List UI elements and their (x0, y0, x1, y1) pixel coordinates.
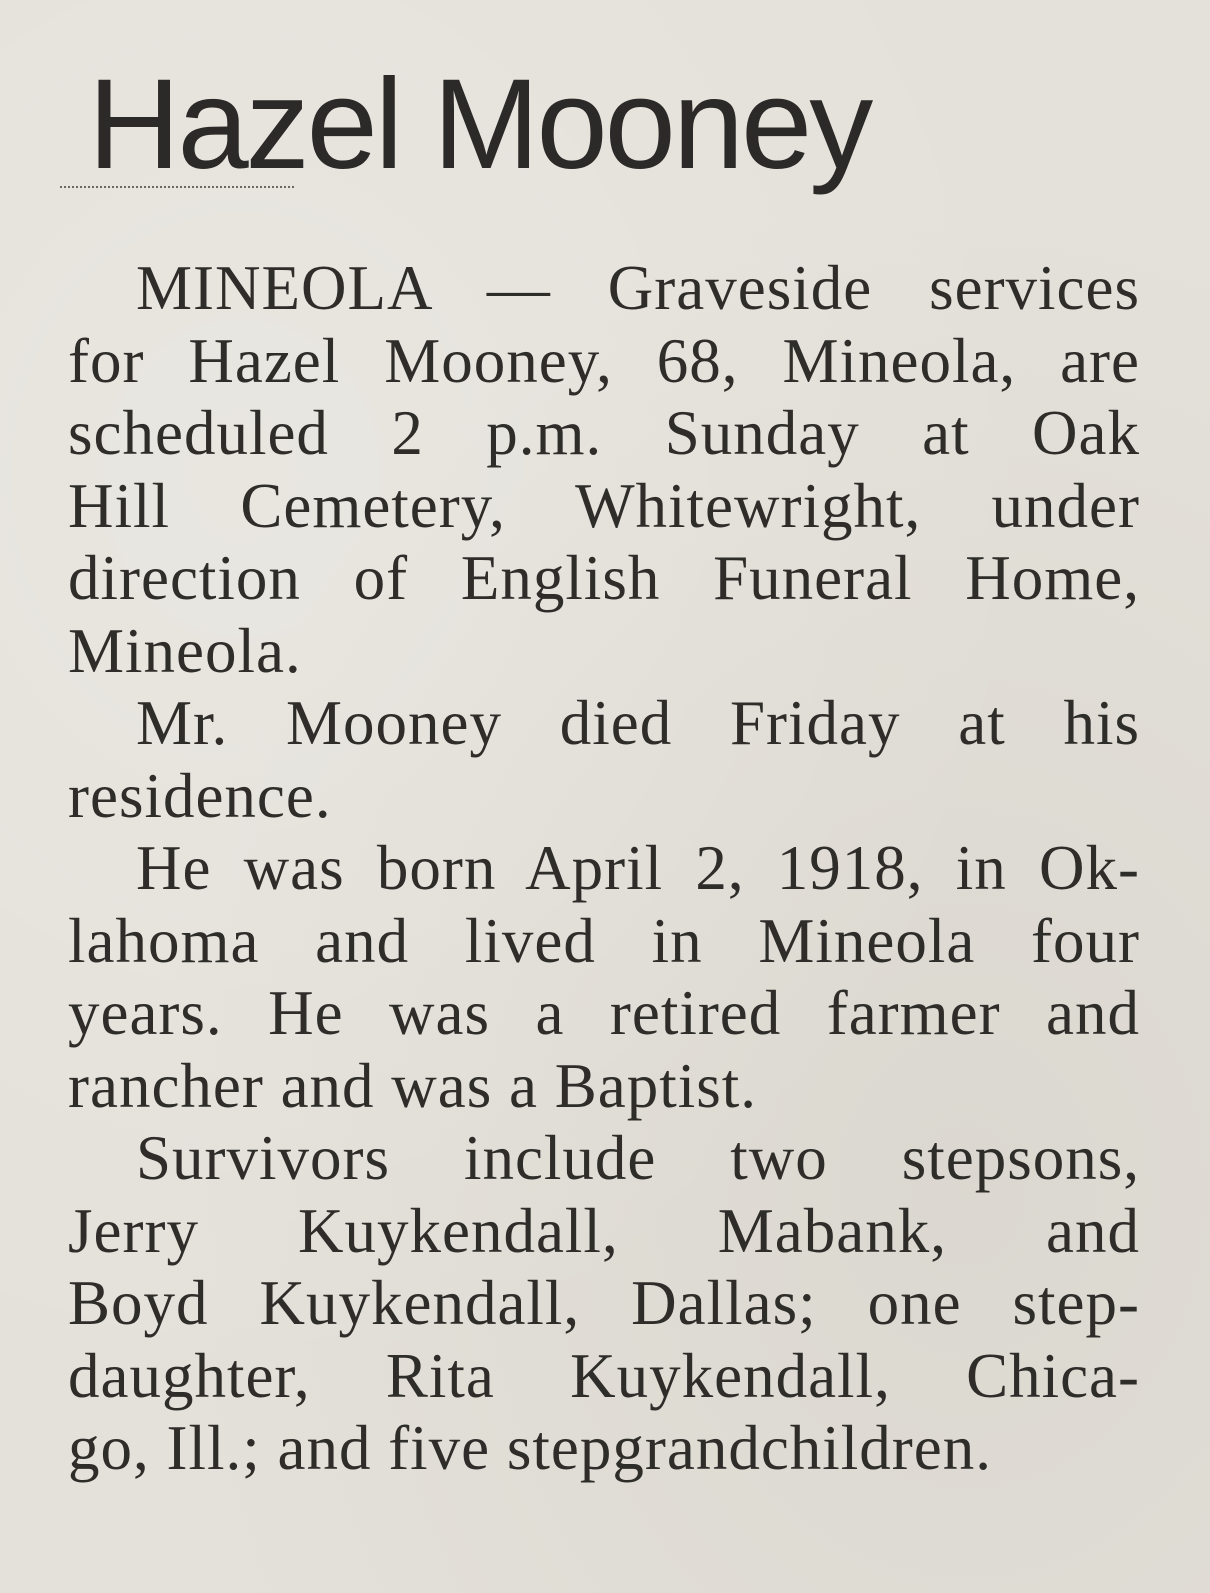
text-line: MINEOLA — Graveside services (136, 253, 1140, 323)
text-line: Survivors include two stepsons, (136, 1123, 1140, 1193)
text-line: Boyd Kuykendall, Dallas; one step- (68, 1268, 1140, 1338)
text-line: Mr. Mooney died Friday at his (136, 688, 1140, 758)
text-line: Hill Cemetery, Whitewright, under (68, 470, 1140, 541)
paragraph-death (68, 687, 1140, 832)
text-line: direction of English Funeral Home, (68, 543, 1140, 613)
text-line: scheduled 2 p.m. Sunday at Oak (68, 398, 1140, 468)
text-line: lahoma and lived in Mineola four (68, 905, 1140, 976)
text-line: rancher and was a Baptist. (68, 1050, 758, 1121)
text-line: Jerry Kuykendall, Mabank, and (68, 1195, 1140, 1266)
text-line: He was born April 2, 1918, in Ok- (136, 833, 1140, 903)
paragraph-services (68, 252, 1140, 687)
text-line: go, Ill.; and five stepgrandchildren. (68, 1413, 992, 1483)
paragraph-survivors (68, 1122, 1140, 1485)
text-line: years. He was a retired farmer and (68, 978, 1140, 1048)
headline-divider (60, 186, 294, 188)
paragraph-biography (68, 832, 1140, 1122)
text-line: residence. (68, 760, 332, 831)
obituary-headline: Hazel Mooney (88, 53, 871, 196)
text-line: for Hazel Mooney, 68, Mineola, are (68, 325, 1140, 396)
text-line: Mineola. (68, 615, 302, 686)
obituary-body (68, 252, 1140, 1485)
text-line: daughter, Rita Kuykendall, Chica- (68, 1340, 1140, 1411)
